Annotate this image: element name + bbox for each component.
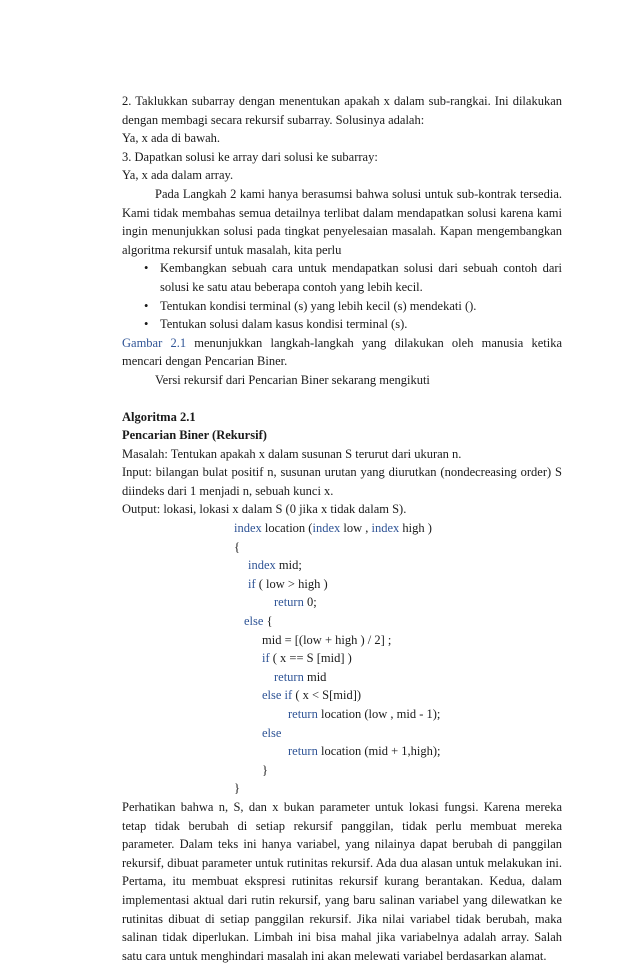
algorithm-output: Output: lokasi, lokasi x dalam S (0 jika x tidak dalam S). xyxy=(122,502,407,517)
closing-paragraph: Perhatikan bahwa n, S, dan x bukan parameter untuk lokasi fungsi. Karena mereka tetap tidak berubah di setiap rekursif panggilan, tidak perlu membuat mereka parameter. Dalam teks ini hanya variabel, yang nilainya dapat berubah di panggilan rekursif, dibuat parameter untuk rutinitas rekursif. Ada dua alasan untuk melakukan ini. Pertama, itu membuat ekspresi rutinitas rekursif kurang berantakan. Kedua, dalam implementasi aktual dari rutin rekursif, yang baru salinan variabel yang dilewatkan ke rutinitas dibuat di setiap panggilan rekursif. Jika nilai variabel tidak berubah, maka salinan tidak diperlukan. Limbah ini bisa mahal jika variabelnya adalah array. Salah satu cara untuk menghindari masalah ini akan melewati variabel berdasarkan alamat. xyxy=(122,799,562,963)
code-text: location (low , mid - 1); xyxy=(317,707,441,721)
code-line-return-zero xyxy=(122,593,562,612)
code-line-else-if xyxy=(122,686,562,705)
list-item-text: Tentukan kondisi terminal (s) yang lebih kecil (s) mendekati (). xyxy=(160,298,477,313)
code-line-close-outer xyxy=(122,779,562,798)
keyword: index xyxy=(248,558,276,573)
code-line-else xyxy=(122,724,562,743)
step-3-paragraph: 3. Dapatkan solusi ke array dari solusi ke subarray: xyxy=(122,149,378,164)
algorithm-title: Pencarian Biner (Rekursif) xyxy=(122,428,267,443)
list-item-text: Kembangkan sebuah cara untuk mendapatkan solusi dari sebuah contoh dari solusi ke satu atau beberapa contoh yang lebih kecil. xyxy=(160,261,562,294)
code-line-signature xyxy=(122,519,562,538)
code-text: mid = [(low + high ) / 2] ; xyxy=(262,632,392,647)
code-text: } xyxy=(234,781,240,796)
code-text: low , xyxy=(340,521,372,536)
code-text: mid xyxy=(303,669,327,684)
code-text: } xyxy=(262,762,268,777)
keyword: if xyxy=(248,576,256,591)
code-line-if-low-high xyxy=(122,575,562,594)
code-line-open-brace xyxy=(122,538,562,557)
keyword: return xyxy=(288,707,318,721)
version-intro: Versi rekursif dari Pencarian Biner sekarang mengikuti xyxy=(155,372,430,387)
code-line-return-mid xyxy=(122,668,562,687)
keyword: index xyxy=(312,521,341,536)
keyword: else xyxy=(244,614,264,629)
algorithm-number: Algoritma 2.1 xyxy=(122,409,196,424)
code-line-if-equal xyxy=(122,649,562,668)
keyword: index xyxy=(371,521,400,536)
keyword: else if xyxy=(262,688,293,703)
keyword: else xyxy=(262,725,282,740)
code-text: { xyxy=(234,539,240,554)
algorithm-problem: Masalah: Tentukan apakah x dalam susunan S terurut dari ukuran n. xyxy=(122,446,462,461)
step-2-explanation: Pada Langkah 2 kami hanya berasumsi bahwa solusi untuk sub-kontrak tersedia. Kami tidak membahas semua detailnya terlibat dalam mendapatkan solusi karena kami ingin menunjukkan solusi pada tingkat penyelesaian masalah. Kapan mengembangkan algoritma rekursif untuk masalah, kita perlu xyxy=(122,186,562,257)
code-line-return-low xyxy=(122,705,562,724)
code-text: ( x == S [mid] ) xyxy=(269,651,352,666)
code-text: ( low > high ) xyxy=(255,576,328,591)
recursive-guidelines-list xyxy=(122,259,562,333)
code-text: ( x < S[mid]) xyxy=(292,688,362,703)
step-2-answer: Ya, x ada di bawah. xyxy=(122,131,221,146)
list-item xyxy=(144,315,562,334)
list-item-text: Tentukan solusi dalam kasus kondisi terminal (s). xyxy=(160,317,408,332)
code-line-close-inner xyxy=(122,761,562,780)
pseudocode-block xyxy=(122,519,562,798)
code-line-mid-assign xyxy=(122,631,562,650)
figure-link[interactable]: Gambar 2.1 xyxy=(122,335,187,350)
step-3-answer: Ya, x ada dalam array. xyxy=(122,168,234,183)
keyword: return xyxy=(288,744,318,759)
code-text: 0; xyxy=(303,595,317,610)
list-item xyxy=(144,259,562,296)
bullet-icon: • xyxy=(144,261,149,276)
code-text: { xyxy=(263,614,273,629)
algorithm-input: Input: bilangan bulat positif n, susunan urutan yang diurutkan (nondecreasing order) S diindeks dari 1 menjadi n, sebuah kunci x. xyxy=(122,465,562,498)
step-2-paragraph: 2. Taklukkan subarray dengan menentukan apakah x dalam sub-rangkai. Ini dilakukan dengan membagi secara rekursif subarray. Solusinya adalah: xyxy=(122,94,562,127)
keyword: index xyxy=(234,521,262,536)
bullet-icon: • xyxy=(144,298,149,313)
figure-reference-paragraph xyxy=(122,334,562,371)
code-line-else xyxy=(122,612,562,631)
code-text: location ( xyxy=(261,521,313,536)
code-text: mid; xyxy=(275,558,302,573)
keyword: return xyxy=(274,595,304,610)
code-text: high ) xyxy=(399,521,432,536)
document-page xyxy=(122,92,562,965)
keyword: return xyxy=(274,669,304,684)
keyword: if xyxy=(262,651,270,666)
code-line-mid-decl xyxy=(122,556,562,575)
bullet-icon: • xyxy=(144,317,149,332)
figure-reference-text: menunjukkan langkah-langkah yang dilakukan oleh manusia ketika mencari dengan Pencarian Biner. xyxy=(122,335,563,369)
list-item xyxy=(144,297,562,316)
spacer xyxy=(122,390,562,408)
code-text: location (mid + 1,high); xyxy=(317,744,441,759)
code-line-return-high xyxy=(122,742,562,761)
